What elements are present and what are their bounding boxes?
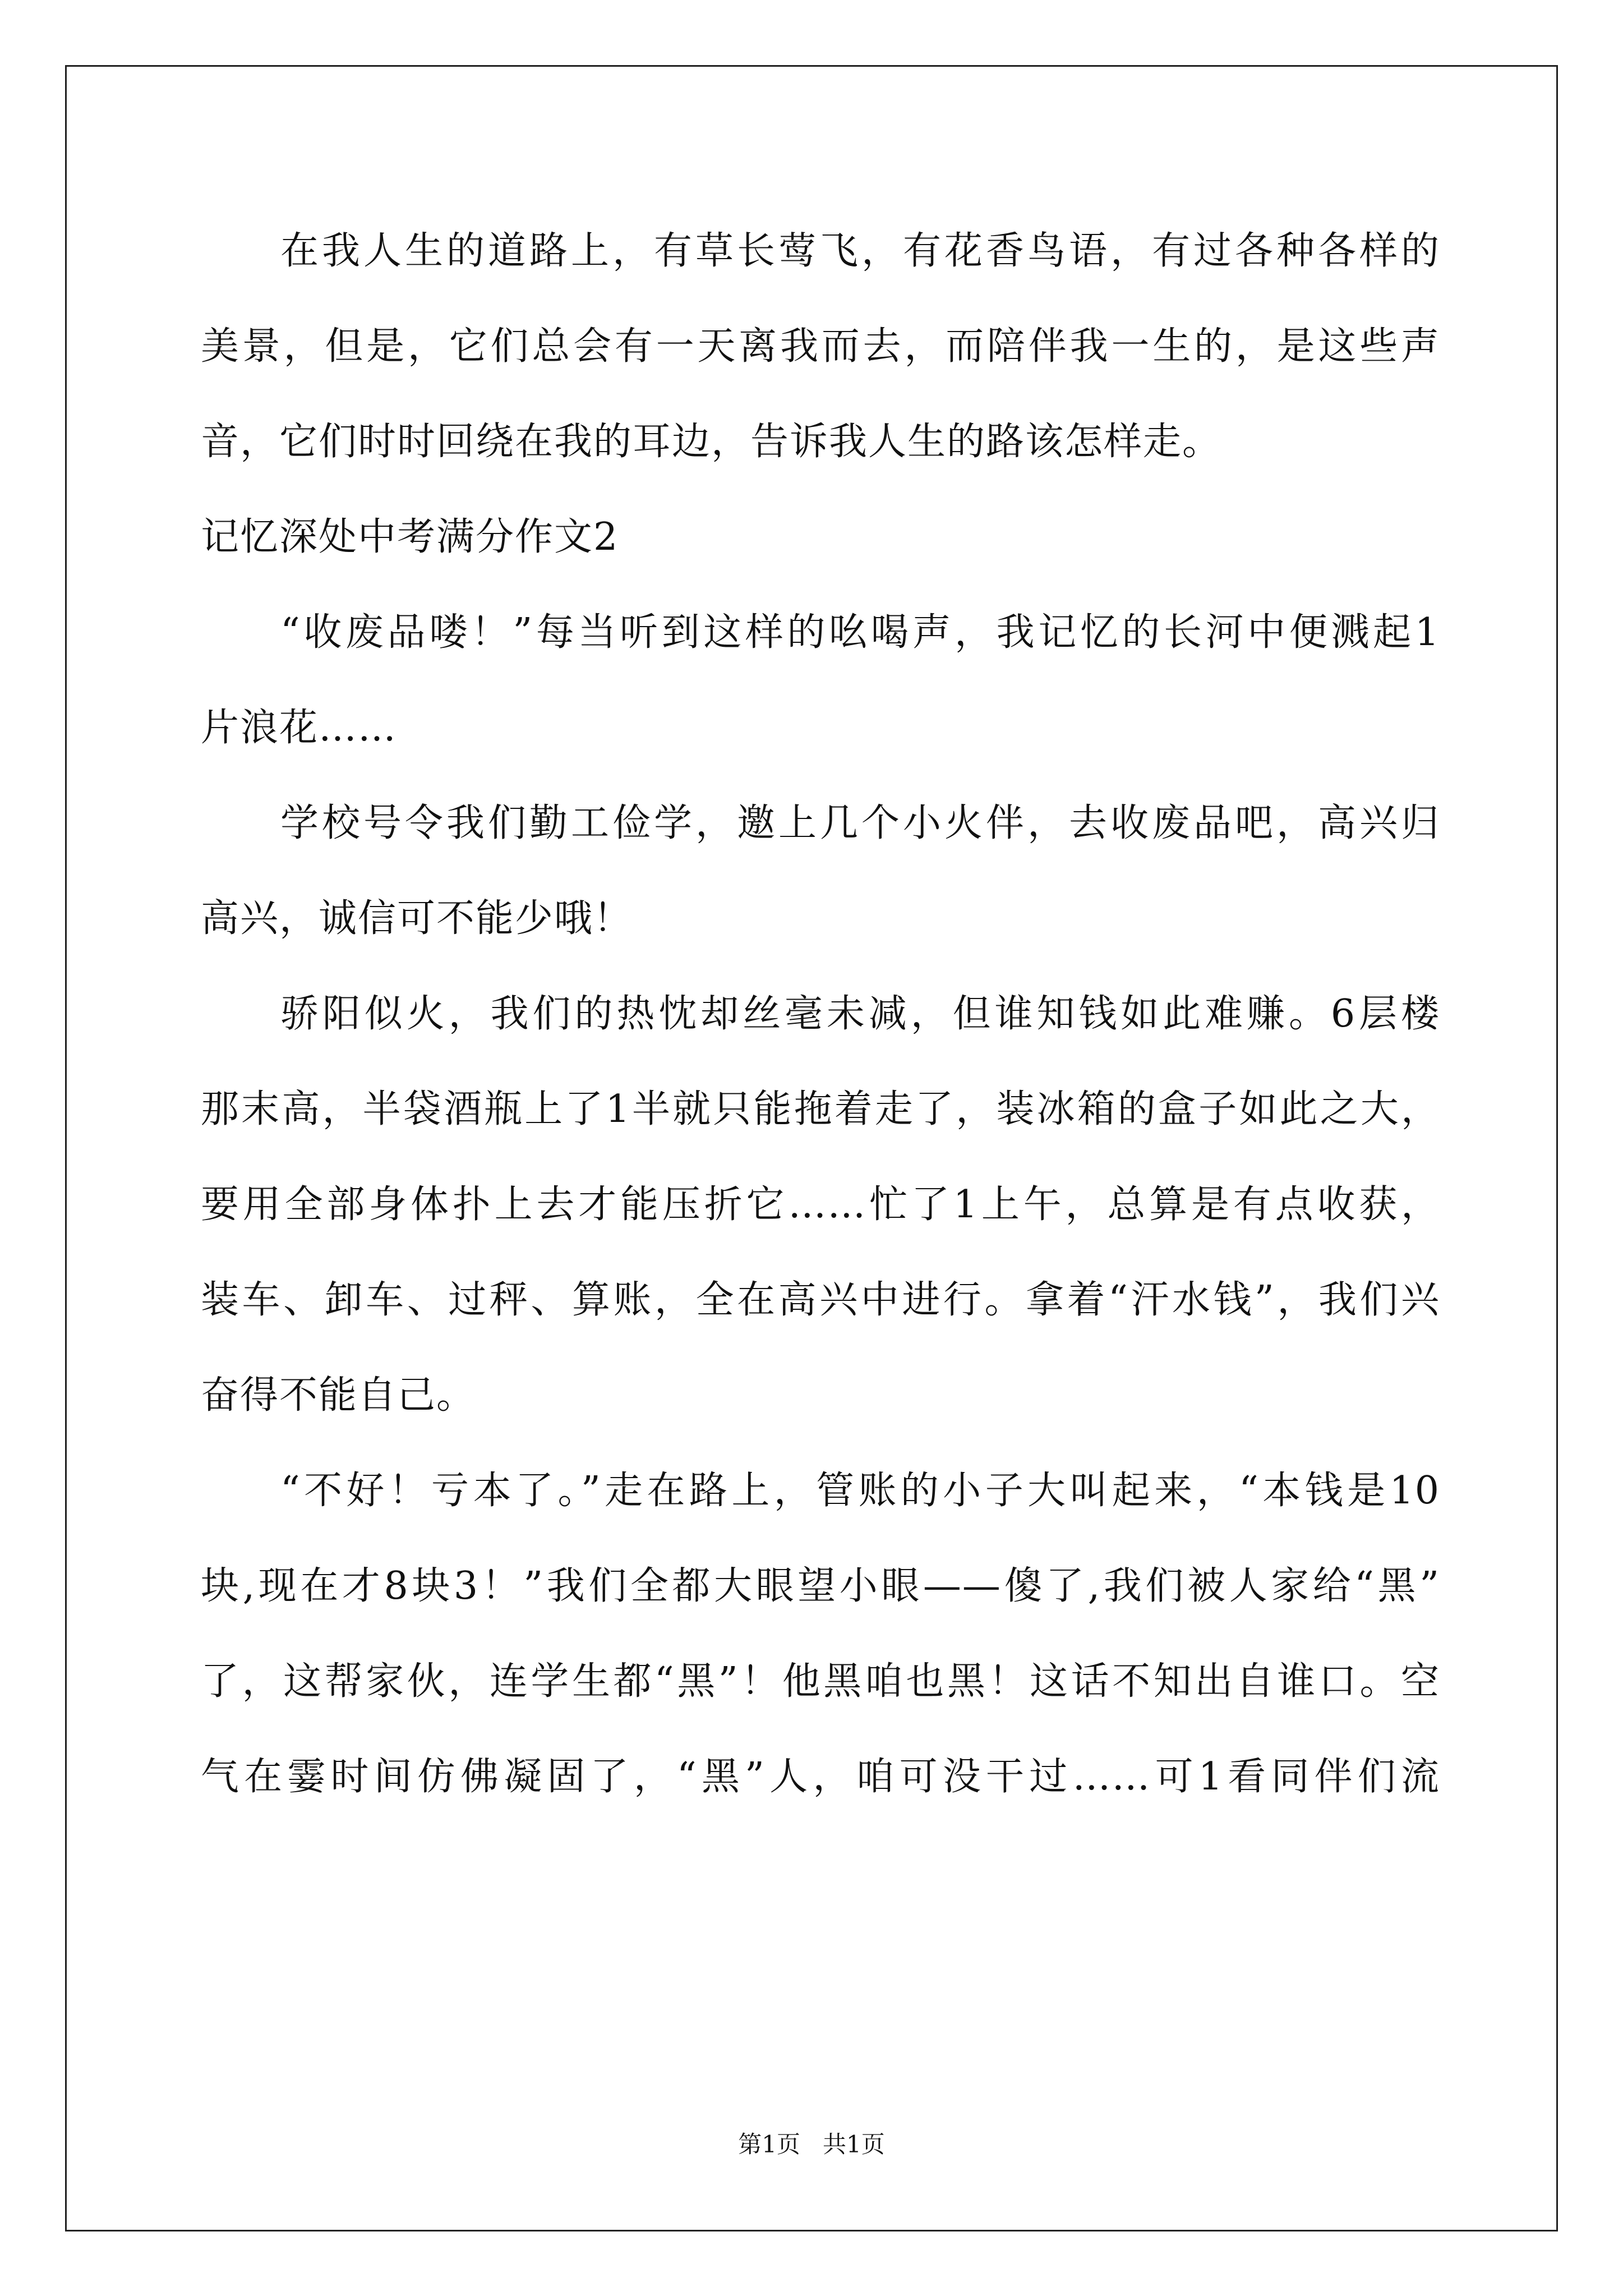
page-footer: 第1页 共1页 xyxy=(738,2131,885,2158)
paragraph-line: 高兴，诚信可不能少哦！ xyxy=(201,896,633,941)
section-heading: 记忆深处中考满分作文2 xyxy=(201,515,619,559)
paragraph-line: 学校号令我们勤工俭学，邀上几个小火伴，去收废品吧，高兴归 xyxy=(280,801,1440,845)
page-border xyxy=(65,65,1558,2231)
paragraph-line: 了，这帮家伙，连学生都“黑”！他黑咱也黑！这话不知出自谁口。空 xyxy=(201,1659,1440,1704)
paragraph-line: 音，它们时时回绕在我的耳边，告诉我人生的路该怎样走。 xyxy=(201,420,1222,464)
paragraph-line: 在我人生的道路上，有草长莺飞，有花香鸟语，有过各种各样的 xyxy=(280,229,1440,273)
paragraph-line: 奋得不能自己。 xyxy=(201,1373,476,1418)
paragraph-line: 片浪花…… xyxy=(201,706,398,750)
paragraph-line: 骄阳似火，我们的热忱却丝毫未减，但谁知钱如此难赚。6层楼 xyxy=(280,992,1440,1036)
paragraph-line: 块,现在才8块3！”我们全都大眼望小眼——傻了,我们被人家给“黑” xyxy=(201,1564,1440,1608)
paragraph-line: 要用全部身体扑上去才能压折它……忙了1上午，总算是有点收获， xyxy=(201,1182,1440,1227)
paragraph-line: “不好！亏本了。”走在路上，管账的小子大叫起来，“本钱是10 xyxy=(280,1469,1440,1513)
paragraph-line: 那末高，半袋酒瓶上了1半就只能拖着走了，装冰箱的盒子如此之大， xyxy=(201,1087,1440,1131)
paragraph-line: 美景，但是，它们总会有一天离我而去，而陪伴我一生的，是这些声 xyxy=(201,324,1440,369)
paragraph-line: “收废品喽！”每当听到这样的吆喝声，我记忆的长河中便溅起1 xyxy=(280,610,1440,655)
paragraph-line: 装车、卸车、过秤、算账，全在高兴中进行。拿着“汗水钱”，我们兴 xyxy=(201,1278,1440,1322)
paragraph-line: 气在霎时间仿佛凝固了，“黑”人，咱可没干过……可1看同伴们流 xyxy=(201,1755,1440,1799)
